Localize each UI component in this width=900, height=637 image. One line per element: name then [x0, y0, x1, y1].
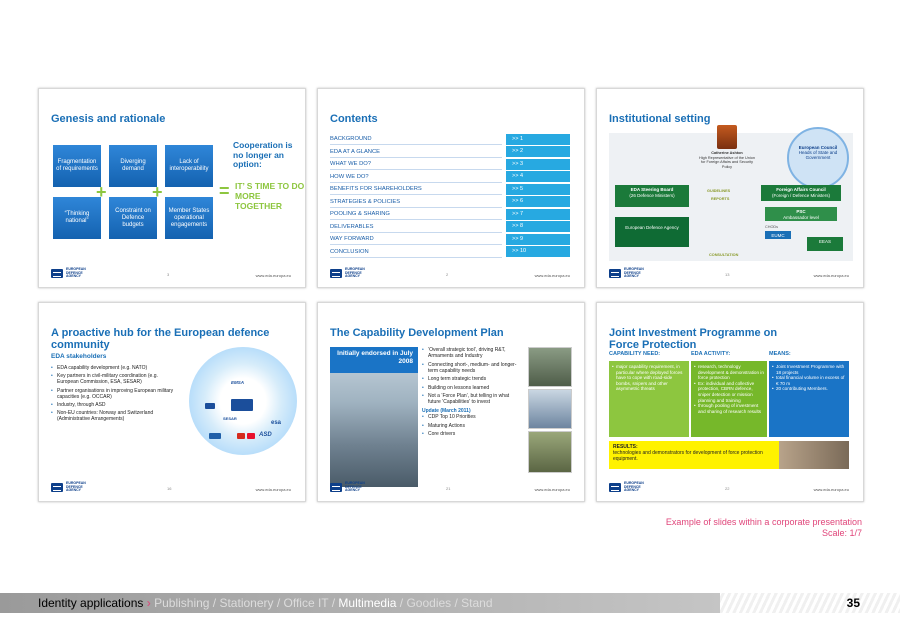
results-photo [779, 441, 849, 469]
capability-need-column [609, 361, 689, 437]
box-fragmentation: Fragmentation of requirements [53, 145, 101, 187]
switzerland-flag-icon [247, 433, 255, 439]
box-diverging: Diverging demand [109, 145, 157, 187]
slide-url: www.eda.europa.eu [255, 487, 291, 492]
slide-url: www.eda.europa.eu [534, 273, 570, 278]
results-box: RESULTS: technologies and demonstrators for development of force protection equipment. [609, 441, 779, 469]
equals-icon: = [219, 181, 230, 201]
slide-page-number: 3 [167, 272, 170, 277]
figure-caption: Example of slides within a corporate presentation Scale: 1/7 [665, 517, 862, 538]
eumc-box: EUMC [765, 231, 791, 239]
plus-icon: + [152, 182, 163, 202]
page-number: 35 [846, 596, 860, 610]
slide-title: A proactive hub for the European defence community [51, 327, 270, 351]
slide-page-number: 13 [725, 272, 730, 277]
list-item: • Industry, through ASD [51, 402, 179, 408]
slide-logo: EUROPEAN DEFENCE AGENCY [330, 268, 369, 279]
eda-logo-icon [609, 483, 621, 492]
soldier-photo [528, 347, 572, 387]
slide-logo: EUROPEAN DEFENCE AGENCY [51, 268, 90, 279]
slide-title: Genesis and rationale [51, 113, 166, 125]
capability-need-heading: CAPABILITY NEED: [609, 351, 661, 357]
list-item: • Joint Investment Programme with 18 projects [772, 364, 846, 375]
slide-contents [317, 88, 585, 288]
list-item: • through pooling of investment and sharing of research results [694, 403, 764, 414]
chods-label: CHODs [765, 225, 779, 229]
breadcrumb-section: Publishing / Stationery / Office IT / [154, 596, 336, 610]
eda-logo-icon [330, 483, 342, 492]
plus-icon: + [96, 182, 107, 202]
asd-logo: ASD [259, 432, 272, 438]
slide-genesis [38, 88, 306, 288]
eu-flag-icon [205, 403, 215, 409]
stakeholders-heading: EDA stakeholders [51, 353, 107, 360]
list-item: • ‘Overall strategic tool’, driving R&T, Armaments and Industry [422, 347, 522, 359]
breadcrumb-current: Identity applications [38, 596, 144, 610]
slide-page-number: 16 [167, 486, 172, 491]
steering-board-box: EDA Steering Board (26 Defence Ministers) [615, 185, 689, 207]
field-soldier-photo [528, 431, 572, 473]
slide-url: www.eda.europa.eu [813, 487, 849, 492]
list-item: • Building on lessons learned [422, 385, 522, 391]
list-item: • Connecting short-, medium- and longer-term capability needs [422, 362, 522, 374]
slide-hub [38, 302, 306, 502]
slide-logo: EUROPEAN DEFENCE AGENCY [330, 482, 369, 493]
contents-item: STRATEGIES & POLICIES >> 6 [330, 196, 570, 209]
person-caption: Catherine Ashton High Representative of the Union for Foreign Affairs and Security Policy [699, 151, 755, 169]
norway-flag-icon [237, 433, 245, 439]
cooperation-text: Cooperation is no longer an option: [233, 140, 293, 169]
update-heading: Update (March 2011) [422, 408, 471, 414]
list-item: • Non-EU countries: Norway and Switzerland (Administrative Arrangements) [51, 410, 179, 422]
means-column [769, 361, 849, 437]
list-item: • Core drivers [422, 431, 522, 437]
box-thinking-national: “Thinking national” [53, 197, 101, 239]
box-engagements: Member States operational engagements [165, 197, 213, 239]
slide-title: Joint Investment Programme on Force Protection [609, 327, 778, 351]
contents-item: BENEFITS FOR SHAREHOLDERS >> 5 [330, 183, 570, 196]
box-budgets: Constraint on Defence budgets [109, 197, 157, 239]
contents-item: WAY FORWARD >> 9 [330, 233, 570, 246]
means-heading: MEANS: [769, 351, 791, 357]
list-item: • Maturing Actions [422, 423, 522, 429]
contents-item: CONCLUSION >> 10 [330, 246, 570, 259]
cdp-list [422, 347, 522, 440]
agency-box: European Defence Agency [615, 217, 689, 247]
breadcrumb-active: Multimedia [338, 596, 397, 610]
partner-logo-icon [209, 433, 221, 439]
list-item: • Partner organisations in improving European military capacities (e.g. OCCAR) [51, 388, 179, 400]
eda-activity-column [691, 361, 767, 437]
slide-joint-investment [596, 302, 864, 502]
esa-logo: esa [271, 420, 282, 426]
endorsed-banner: Initially endorsed in July 2008 [330, 347, 418, 373]
list-item: • Long term strategic trends [422, 376, 522, 382]
slide-page-number: 21 [446, 486, 451, 491]
slide-title: Institutional setting [609, 113, 711, 125]
sesar-logo: SESAR [223, 416, 237, 421]
contents-item: EDA AT A GLANCE >> 2 [330, 146, 570, 159]
eda-logo-icon [609, 269, 621, 278]
slide-institutional [596, 88, 864, 288]
slide-url: www.eda.europa.eu [813, 273, 849, 278]
slide-url: www.eda.europa.eu [255, 273, 291, 278]
list-item: • Ex: individual and collective protection, CBRN defence, sniper detection or mission planning and training [694, 381, 764, 403]
list-item: • Not a ‘Force Plan’, but telling in what future ‘Capabilities’ to invest [422, 393, 522, 405]
list-item: • EDA capability development (e.g. NATO) [51, 365, 179, 371]
time-text: IT’ S TIME TO DO MORE TOGETHER [235, 181, 305, 211]
box-interoperability: Lack of interoperability [165, 145, 213, 187]
slide-title: The Capability Development Plan [330, 327, 504, 339]
consultation-label: CONSULTATION [709, 253, 739, 257]
slide-page-number: 22 [725, 486, 730, 491]
contents-item: WHAT WE DO? >> 3 [330, 158, 570, 171]
eda-logo-icon [330, 269, 342, 278]
foreign-affairs-council-box: Foreign Affairs Council (Foreign / Defence Ministers) [761, 185, 841, 201]
list-item: • 20 contributing Members. [772, 386, 846, 392]
list-item: • CDP Top 10 Priorities [422, 414, 522, 420]
stakeholders-list [51, 365, 179, 425]
eda-activity-heading: EDA ACTIVITY: [691, 351, 731, 357]
eda-logo-icon [231, 399, 253, 411]
list-item: • research, technology development & demonstration in force protection [694, 364, 764, 381]
breadcrumb-section: / Goodies / Stand [399, 596, 493, 610]
slide-page-number: 2 [446, 272, 449, 277]
guidelines-label: GUIDELINES [707, 189, 731, 193]
slide-url: www.eda.europa.eu [534, 487, 570, 492]
eda-logo-icon [51, 269, 63, 278]
contents-item: DELIVERABLES >> 8 [330, 221, 570, 234]
slide-title: Contents [330, 113, 378, 125]
contents-item: POOLING & SHARING >> 7 [330, 208, 570, 221]
council-circle: European Council Heads of State and Government [787, 127, 849, 189]
emsa-logo: EMSA [231, 380, 245, 385]
eeas-box: EEAS [807, 237, 843, 251]
slide-capability-plan [317, 302, 585, 502]
slide-logo: EUROPEAN DEFENCE AGENCY [609, 268, 648, 279]
list-item: • total financial volume in excess of € 70 m [772, 375, 846, 386]
reports-label: REPORTS [711, 197, 730, 201]
slide-logo: EUROPEAN DEFENCE AGENCY [609, 482, 648, 493]
person-photo [717, 125, 737, 149]
psc-box: PSC Ambassador level [765, 207, 837, 221]
contents-item: HOW WE DO? >> 4 [330, 171, 570, 184]
list-item: • major capability requirement, in particular where deployed forces have to cope with road-side bombs, snipers and other asymmetric threats [612, 364, 686, 392]
slide-logo: EUROPEAN DEFENCE AGENCY [51, 482, 90, 493]
equipment-photo [528, 389, 572, 429]
breadcrumb [38, 596, 493, 610]
eda-logo-icon [51, 483, 63, 492]
contents-item: BACKGROUND >> 1 [330, 133, 570, 146]
contents-list [330, 133, 570, 258]
breadcrumb-arrow-icon: › [146, 596, 151, 610]
list-item: • Key partners in civil-military coordination (e.g. European Commission, ESA, SESAR) [51, 373, 179, 385]
